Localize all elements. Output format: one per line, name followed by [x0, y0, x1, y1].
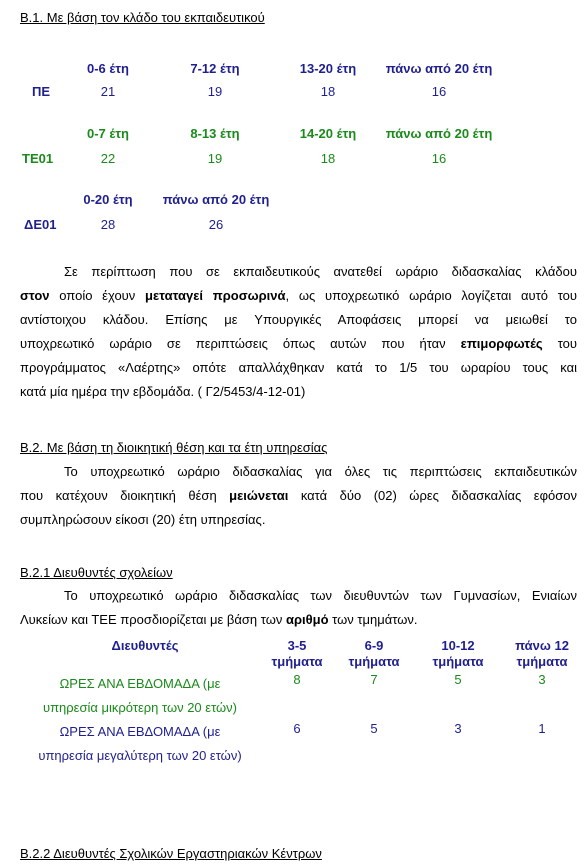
b21-para-line-1: Το υποχρεωτικό ωράριο διδασκαλίας των διευθυντών των Γυμνασίων, Ενιαίων — [64, 588, 577, 603]
section-b2-heading: Β.2. Με βάση τη διοικητική θέση και τα έτη υπηρεσίας — [20, 440, 328, 455]
te01-value-1: 22 — [100, 151, 116, 166]
b2-para-line-3: συμπληρώσουν είκοσι (20) έτη υπηρεσίας. — [20, 512, 266, 527]
directors-row-1-value-4: 3 — [538, 672, 546, 687]
de01-label: ΔΕ01 — [24, 217, 57, 232]
pe-header-4: πάνω από 20 έτη — [385, 61, 493, 76]
b1-para-line-2: στον οποίο έχουν μεταταγεί προσωρινά, ως υποχρεωτικό ωράριο λογίζεται αυτό του — [20, 288, 577, 303]
directors-row-2-value-1: 6 — [293, 721, 301, 736]
pe-value-1: 21 — [100, 84, 116, 99]
b1-para-line-1: Σε περίπτωση που σε εκπαιδευτικούς ανατεθεί ωράριο διδασκαλίας κλάδου — [64, 264, 577, 279]
pe-value-4: 16 — [431, 84, 447, 99]
te01-value-3: 18 — [320, 151, 336, 166]
section-b1-heading: Β.1. Με βάση τον κλάδο του εκπαιδευτικού — [20, 10, 265, 25]
pe-header-2: 7-12 έτη — [190, 61, 240, 76]
b2-paragraph — [20, 460, 577, 532]
de01-value-1: 28 — [100, 217, 116, 232]
directors-col-header-2: 6-9 τμήματα — [348, 638, 400, 669]
te01-label: ΤΕ01 — [22, 151, 54, 166]
b2-para-line-1: Το υποχρεωτικό ωράριο διδασκαλίας για όλες τις περιπτώσεις εκπαιδευτικών — [64, 464, 577, 479]
te01-header-1: 0-7 έτη — [86, 126, 129, 141]
pe-label: ΠΕ — [32, 84, 51, 99]
b1-para-line-4: υποχρεωτικό ωράριο σε περιπτώσεις όπως αυτών που ήταν επιμορφωτές του — [20, 336, 577, 351]
directors-row-1-value-2: 7 — [370, 672, 378, 687]
b1-para-line-3: αντίστοιχου κλάδου. Επίσης με Υπουργικές Αποφάσεις μπορεί να μειωθεί το — [20, 312, 577, 327]
te01-header-3: 14-20 έτη — [299, 126, 357, 141]
b1-para-line-5: προγράμματος «Λαέρτης» οπότε απαλλάχθηκαν κατά το 1/5 του ωραρίου τους και — [20, 360, 577, 375]
de01-header-2: πάνω από 20 έτη — [162, 192, 270, 207]
section-b22-heading: Β.2.2 Διευθυντές Σχολικών Εργαστηριακών Κέντρων — [20, 846, 322, 861]
directors-row-1-value-1: 8 — [293, 672, 301, 687]
directors-col-header-4: πάνω 12 τμήματα — [515, 638, 569, 669]
pe-value-3: 18 — [320, 84, 336, 99]
b1-para-line-6: κατά μία ημέρα την εβδομάδα. ( Γ2/5453/4-12-01) — [20, 384, 306, 399]
te01-value-4: 16 — [431, 151, 447, 166]
de01-header-1: 0-20 έτη — [83, 192, 133, 207]
section-b21-heading: Β.2.1 Διευθυντές σχολείων — [20, 565, 173, 580]
b2-para-line-2: που κατέχουν διοικητική θέση μειώνεται κατά δύο (02) ώρες διδασκαλίας εφόσον — [20, 488, 577, 503]
b21-paragraph — [20, 584, 577, 632]
b1-paragraph — [20, 260, 577, 404]
directors-table-corner: Διευθυντές — [111, 638, 179, 653]
directors-row-1-label: ΩΡΕΣ ΑΝΑ ΕΒΔΟΜΑΔΑ (με υπηρεσία μικρότερη των 20 ετών) — [42, 676, 238, 715]
pe-header-1: 0-6 έτη — [86, 61, 129, 76]
pe-header-3: 13-20 έτη — [299, 61, 357, 76]
directors-row-2-value-3: 3 — [454, 721, 462, 736]
directors-row-2-label: ΩΡΕΣ ΑΝΑ ΕΒΔΟΜΑΔΑ (με υπηρεσία μεγαλύτερη των 20 ετών) — [38, 724, 242, 763]
de01-value-2: 26 — [208, 217, 224, 232]
directors-col-header-1: 3-5 τμήματα — [271, 638, 323, 669]
directors-row-2-value-2: 5 — [370, 721, 378, 736]
te01-header-2: 8-13 έτη — [190, 126, 240, 141]
b21-para-line-2: Λυκείων και ΤΕΕ προσδιορίζεται με βάση των αριθμό των τμημάτων. — [20, 612, 418, 627]
te01-value-2: 19 — [207, 151, 223, 166]
pe-value-2: 19 — [207, 84, 223, 99]
te01-header-4: πάνω από 20 έτη — [385, 126, 493, 141]
directors-row-1-value-3: 5 — [454, 672, 462, 687]
directors-row-2-value-4: 1 — [538, 721, 546, 736]
directors-col-header-3: 10-12 τμήματα — [432, 638, 484, 669]
